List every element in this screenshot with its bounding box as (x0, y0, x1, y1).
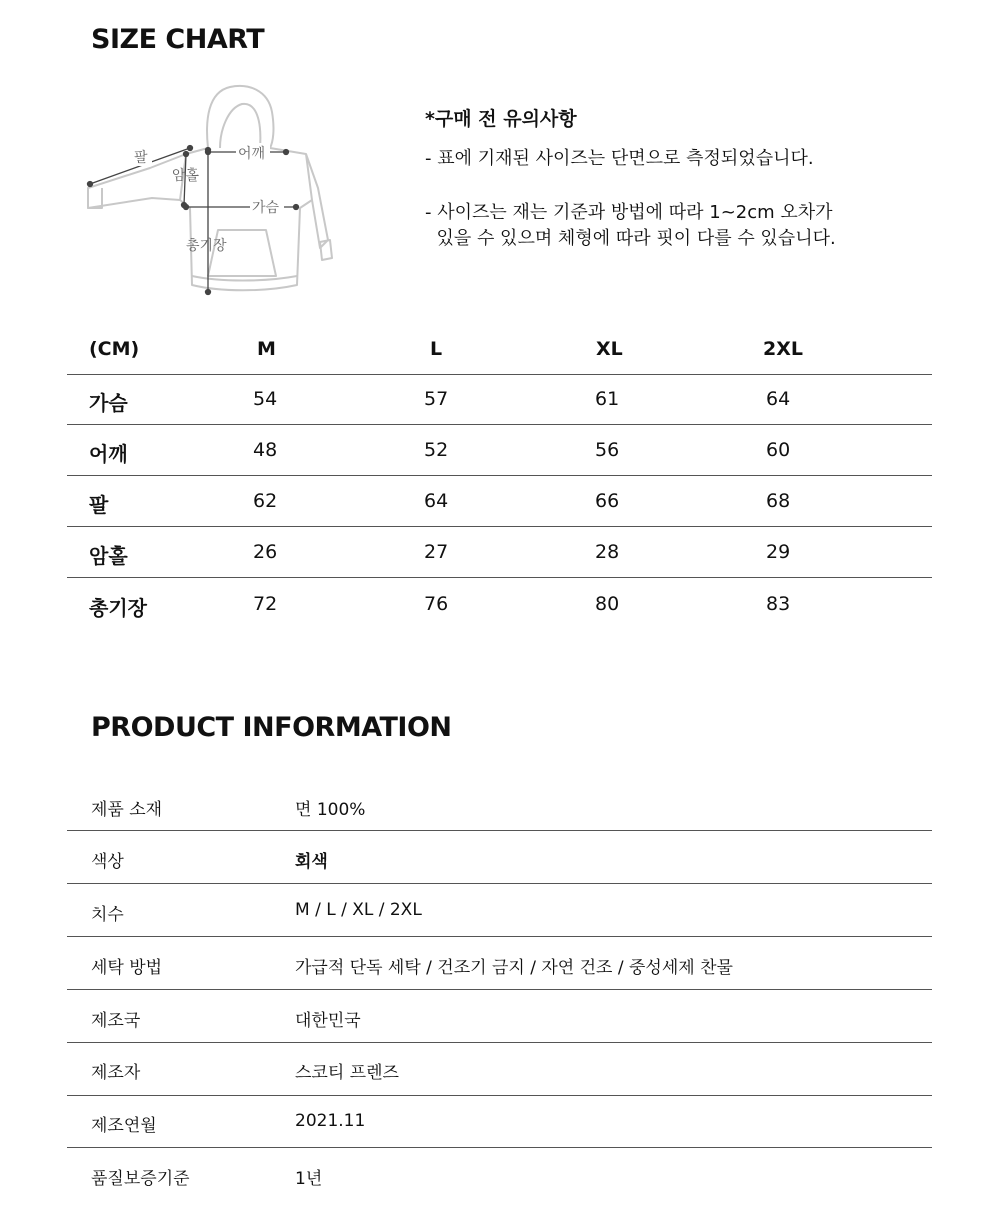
size-cell: 27 (424, 541, 449, 563)
size-cell: 29 (766, 541, 791, 563)
size-table-divider (67, 475, 932, 476)
size-cell: 26 (253, 541, 278, 563)
size-cell: 64 (424, 490, 449, 512)
size-cell: 56 (595, 439, 620, 461)
size-header-l: L (430, 338, 443, 360)
size-row-label-armhole: 암홀 (89, 544, 128, 568)
product-info-divider (67, 936, 932, 937)
size-cell: 52 (424, 439, 449, 461)
product-info-value-size: M / L / XL / 2XL (295, 900, 422, 920)
product-info-label-manufacturer: 제조자 (91, 1063, 141, 1083)
product-info-label-size: 치수 (91, 905, 124, 925)
product-info-divider (67, 989, 932, 990)
arm-measure-point-start (88, 182, 93, 187)
product-info-title: PRODUCT INFORMATION (91, 712, 452, 743)
product-info-value-manufacturer: 스코티 프렌즈 (295, 1063, 399, 1083)
size-cell: 54 (253, 388, 278, 410)
size-cell: 66 (595, 490, 620, 512)
product-info-label-manufacture-date: 제조연월 (91, 1116, 157, 1136)
product-info-value-warranty: 1년 (295, 1169, 323, 1189)
size-cell: 60 (766, 439, 791, 461)
product-info-value-country: 대한민국 (295, 1011, 361, 1031)
product-info-label-washing: 세탁 방법 (91, 958, 163, 978)
size-row-label-length: 총기장 (89, 596, 147, 620)
product-info-value-color: 회색 (295, 852, 328, 872)
size-table-divider (67, 424, 932, 425)
size-row-label-shoulder: 어깨 (89, 442, 128, 466)
size-header-xl: XL (596, 338, 623, 360)
shoulder-measure-point-end (284, 150, 289, 155)
length-measure-point-start (206, 148, 211, 153)
size-cell: 76 (424, 593, 449, 615)
size-table-divider (67, 374, 932, 375)
size-cell: 61 (595, 388, 620, 410)
size-cell: 64 (766, 388, 791, 410)
product-info-divider (67, 1042, 932, 1043)
chest-label: 가슴 (252, 200, 280, 216)
size-cell: 48 (253, 439, 278, 461)
product-info-value-manufacture-date: 2021.11 (295, 1111, 366, 1131)
size-cell: 57 (424, 388, 449, 410)
size-table-divider (67, 526, 932, 527)
hoodie-measurement-diagram (80, 80, 340, 305)
size-row-label-arm: 팔 (89, 493, 109, 517)
size-row-label-chest: 가슴 (89, 391, 128, 415)
length-measure-point-end (206, 290, 211, 295)
size-cell: 80 (595, 593, 620, 615)
notice-line-measurement: - 표에 기재된 사이즈는 단면으로 측정되었습니다. (425, 148, 814, 169)
armhole-label: 암홀 (172, 168, 200, 184)
size-cell: 62 (253, 490, 278, 512)
notice-line-tolerance-2: 있을 수 있으며 체형에 따라 핏이 다를 수 있습니다. (425, 228, 836, 249)
arm-label: 팔 (134, 150, 148, 166)
armhole-measure-point-start (184, 152, 189, 157)
product-info-divider (67, 1147, 932, 1148)
shoulder-label: 어깨 (238, 146, 266, 162)
size-table-divider (67, 577, 932, 578)
size-cell: 68 (766, 490, 791, 512)
arm-measure-point-end (188, 146, 193, 151)
size-cell: 28 (595, 541, 620, 563)
product-info-label-color: 색상 (91, 852, 124, 872)
notice-line-tolerance-1: - 사이즈는 재는 기준과 방법에 따라 1~2cm 오차가 (425, 202, 833, 223)
chest-measure-point-end (294, 205, 299, 210)
size-cell: 72 (253, 593, 278, 615)
size-header-2xl: 2XL (763, 338, 803, 360)
product-info-value-washing: 가급적 단독 세탁 / 건조기 금지 / 자연 건조 / 중성세제 찬물 (295, 958, 733, 978)
size-header-m: M (257, 338, 276, 360)
product-info-divider (67, 883, 932, 884)
product-info-label-material: 제품 소재 (91, 800, 163, 820)
length-label: 총기장 (186, 238, 227, 254)
size-chart-title: SIZE CHART (91, 24, 265, 55)
hoodie-illustration (88, 86, 332, 290)
notice-title: *구매 전 유의사항 (425, 108, 577, 130)
size-table-unit: (CM) (89, 338, 140, 360)
size-cell: 83 (766, 593, 791, 615)
product-info-label-country: 제조국 (91, 1011, 141, 1031)
chest-measure-point-start (184, 205, 189, 210)
product-info-divider (67, 1095, 932, 1096)
product-info-value-material: 면 100% (295, 800, 366, 820)
product-info-divider (67, 830, 932, 831)
product-info-label-warranty: 품질보증기준 (91, 1169, 190, 1189)
